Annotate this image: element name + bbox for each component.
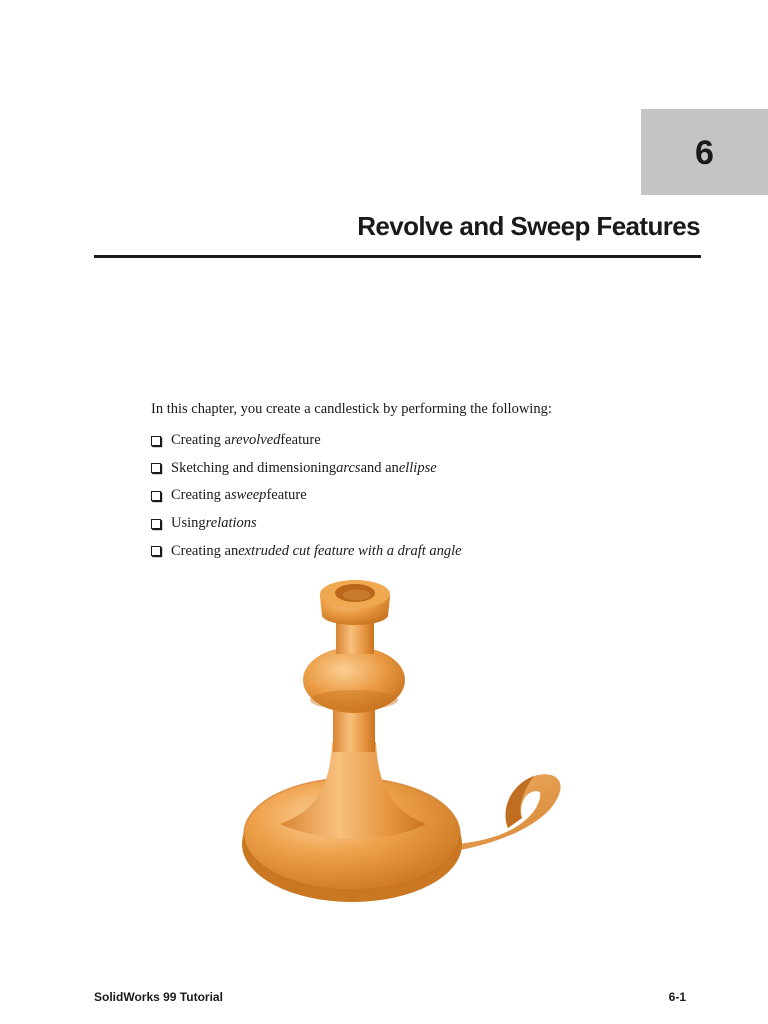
list-item xyxy=(151,427,462,455)
checkbox-bullet-icon xyxy=(151,546,161,556)
list-item xyxy=(151,537,462,565)
item-text: Creating an xyxy=(171,542,239,559)
item-text-tail: feature xyxy=(280,432,321,449)
item-italic: revolved xyxy=(231,432,281,449)
footer-book-title: SolidWorks 99 Tutorial xyxy=(94,990,223,1004)
item-text: Sketching and dimensioning xyxy=(171,459,337,476)
checkbox-bullet-icon xyxy=(151,463,161,473)
list-item xyxy=(151,455,462,483)
item-italic: sweep xyxy=(231,487,267,504)
title-rule xyxy=(94,255,701,258)
item-italic: arcs xyxy=(336,459,361,476)
objectives-list xyxy=(151,427,462,565)
intro-text: In this chapter, you create a candlestick by performing the following: xyxy=(151,401,552,417)
item-text: Creating a xyxy=(171,432,231,449)
chapter-tab xyxy=(641,109,768,195)
chapter-title: Revolve and Sweep Features xyxy=(357,211,700,241)
item-italic-2: ellipse xyxy=(398,459,437,476)
candlestick-figure xyxy=(236,572,570,912)
item-text-mid: and an xyxy=(360,459,399,476)
footer-page-number: 6-1 xyxy=(668,990,686,1004)
checkbox-bullet-icon xyxy=(151,491,161,501)
checkbox-bullet-icon xyxy=(151,436,161,446)
list-item xyxy=(151,482,462,510)
item-italic: relations xyxy=(205,515,257,532)
item-text-tail: feature xyxy=(266,487,307,504)
list-item xyxy=(151,510,462,538)
item-text: Using xyxy=(171,515,206,532)
item-text: Creating a xyxy=(171,487,231,504)
chapter-number: 6 xyxy=(695,133,714,172)
item-italic: extruded cut feature with a draft angle xyxy=(238,542,462,559)
checkbox-bullet-icon xyxy=(151,519,161,529)
